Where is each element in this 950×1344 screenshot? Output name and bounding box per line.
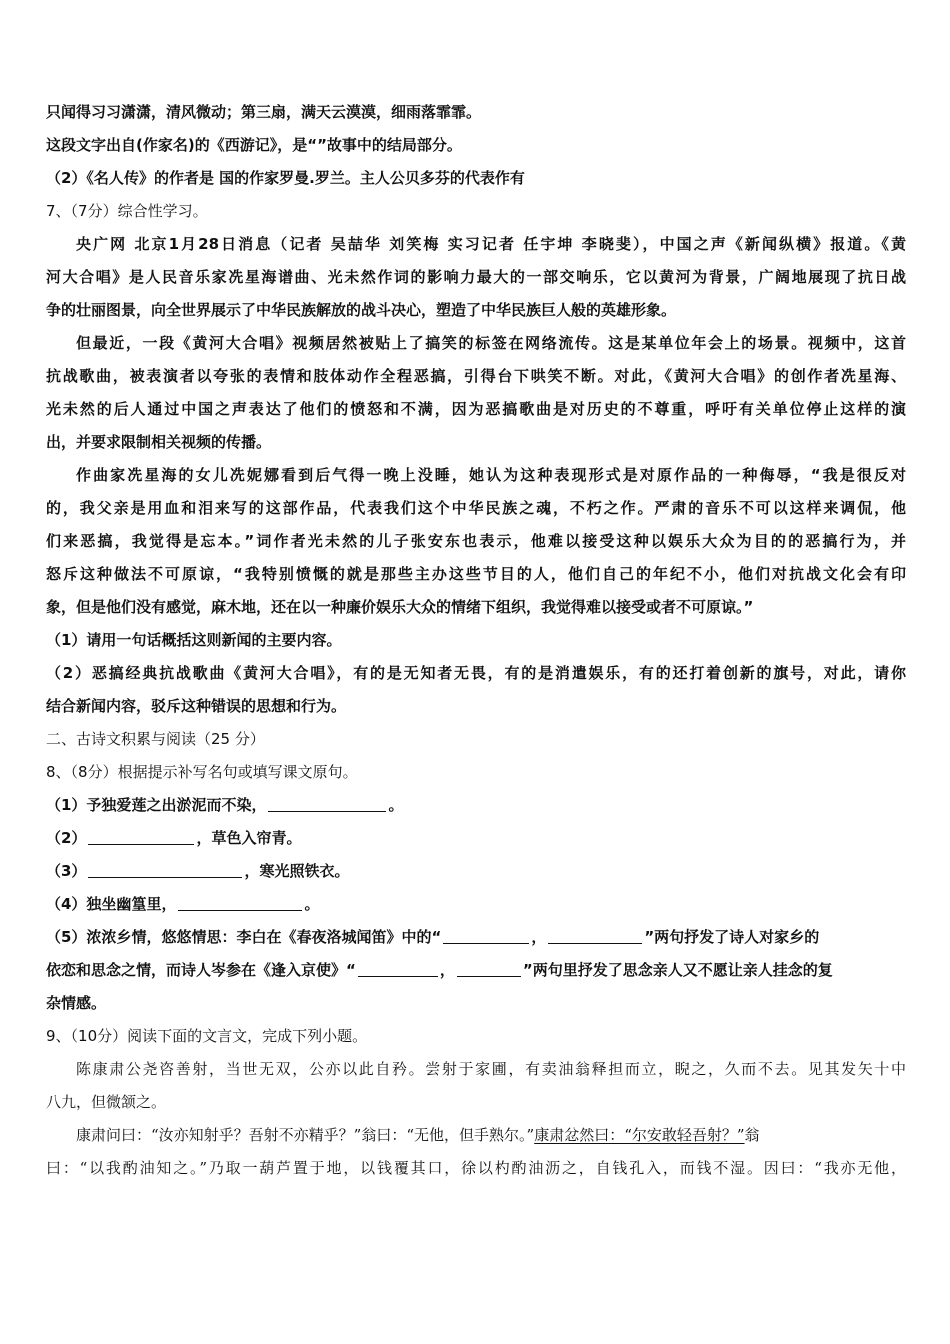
- q8-item-3: [46, 855, 906, 888]
- section-2-heading: 二、古诗文积累与阅读（25 分）: [46, 730, 265, 748]
- q9-title: 9、（10分）阅读下面的文言文，完成下列小题。: [46, 1027, 368, 1045]
- q8-item-4-suffix: 。: [304, 895, 320, 913]
- q8-item-5-text-c: ”两句抒发了诗人对家乡的: [644, 928, 820, 946]
- q8-item-5-text-a: （5）浓浓乡情，悠悠情思：李白在《春夜洛城闻笛》中的“: [46, 928, 442, 946]
- q7-para1-line-1: 央广网 北京1月28日消息（记者 吴喆华 刘笑梅 实习记者 任宇坤 李晓斐），中国之声《新闻纵横》报道。《黄: [76, 235, 906, 253]
- q8-item-3-suffix: ，寒光照铁衣。: [244, 862, 350, 880]
- q7-para2-line-2: 抗战歌曲，被表演者以夸张的表情和肢体动作全程恶搞，引得台下哄笑不断。对此，《黄河大合唱》的创作者冼星海、: [46, 367, 906, 385]
- q7-para3-line-5: 象，但是他们没有感觉，麻木地，还在以一种廉价娱乐大众的情绪下组织，我觉得难以接受或者不可原谅。”: [46, 598, 754, 616]
- q8-item-5-text-d: 依恋和思念之情，而诗人岑参在《逢入京使》“: [46, 961, 356, 979]
- q8-item-1-suffix: 。: [388, 796, 404, 814]
- q8-item-5-text-b: ，: [531, 928, 547, 946]
- q8-item-5-blank-3[interactable]: [358, 962, 438, 977]
- q9-passage-line-3-text: 康肃问曰：“汝亦知射乎？吾射不亦精乎？”翁曰：“无他，但手熟尔。”: [76, 1126, 535, 1144]
- q8-item-2-blank[interactable]: [88, 830, 194, 845]
- q8-item-5-line-1: [46, 921, 906, 954]
- q7-title: 7、（7分）综合性学习。: [46, 202, 208, 220]
- q8-item-4-blank[interactable]: [178, 896, 302, 911]
- q6-subquestion-2: （2）《名人传》的作者是 国的作家罗曼.罗兰。主人公贝多芬的代表作有: [46, 169, 525, 187]
- q7-para3-line-4: 怒斥这种做法不可原谅，“我特别愤慨的就是那些主办这些节目的人，他们自己的年纪不小，他们对抗战文化会有印: [46, 565, 906, 583]
- q8-item-5-text-e: ，: [439, 961, 455, 979]
- q8-item-4-prefix: （4）独坐幽篁里，: [46, 895, 177, 913]
- q9-passage-line-3: [46, 1119, 906, 1152]
- q8-item-4: [46, 888, 906, 921]
- q8-item-1: [46, 789, 906, 822]
- q8-item-1-prefix: （1）予独爱莲之出淤泥而不染，: [46, 796, 267, 814]
- q7-para3-line-3: 们来恶搞，我觉得是忘本。”词作者光未然的儿子张安东也表示，他难以接受这种以娱乐大众为目的的恶搞行为，并: [46, 532, 906, 550]
- q7-para1-line-3: 争的壮丽图景，向全世界展示了中华民族解放的战斗决心，塑造了中华民族巨人般的英雄形象。: [46, 301, 677, 319]
- q7-subquestion-1: （1）请用一句话概括这则新闻的主要内容。: [46, 631, 342, 649]
- q9-underlined-sentence: 康肃忿然曰：“尔安敢轻吾射？”: [534, 1126, 745, 1144]
- q8-item-5-blank-1[interactable]: [443, 929, 529, 944]
- q7-subquestion-2-line-1: （2）恶搞经典抗战歌曲《黄河大合唱》，有的是无知者无畏，有的是消遣娱乐，有的还打着创新的旗号，对此，请你: [46, 664, 906, 682]
- q7-para2-line-4: 出，并要求限制相关视频的传播。: [46, 433, 272, 451]
- q7-para2-line-3: 光未然的后人通过中国之声表达了他们的愤怒和不满，因为恶搞歌曲是对历史的不尊重，呼吁有关单位停止这样的演: [46, 400, 906, 418]
- q8-item-3-blank[interactable]: [88, 863, 242, 878]
- q8-item-3-prefix: （3）: [46, 862, 87, 880]
- q6-text-line-2: 这段文字出自(作家名)的《西游记》，是“”故事中的结局部分。: [46, 136, 462, 154]
- q8-item-1-blank[interactable]: [268, 797, 386, 812]
- q8-item-2: [46, 822, 906, 855]
- q8-item-5-blank-2[interactable]: [548, 929, 642, 944]
- q8-title: 8、（8分）根据提示补写名句或填写课文原句。: [46, 763, 358, 781]
- q9-passage-line-1: 陈康肃公尧咨善射，当世无双，公亦以此自矜。尝射于家圃，有卖油翁释担而立，睨之，久而不去。见其发矢十中: [76, 1060, 906, 1078]
- q9-passage-line-3-end: 翁: [744, 1126, 760, 1144]
- q7-subquestion-2-line-2: 结合新闻内容，驳斥这种错误的思想和行为。: [46, 697, 347, 715]
- q7-para3-line-1: 作曲家冼星海的女儿冼妮娜看到后气得一晚上没睡，她认为这种表现形式是对原作品的一种侮辱，“我是很反对: [76, 466, 906, 484]
- q8-item-5-blank-4[interactable]: [457, 962, 521, 977]
- q8-item-5-text-f: ”两句里抒发了思念亲人又不愿让亲人挂念的复: [522, 961, 833, 979]
- q8-item-5-line-2: [46, 954, 906, 987]
- q6-text-line-1: 只闻得习习潇潇，清风微动；第三扇，满天云漠漠，细雨落霏霏。: [46, 103, 482, 121]
- q7-para3-line-2: 的，我父亲是用血和泪来写的这部作品，代表我们这个中华民族之魂，不朽之作。严肃的音乐不可以这样来调侃，他: [46, 499, 906, 517]
- q8-item-5-line-3: 杂情感。: [46, 994, 107, 1012]
- q8-item-2-suffix: ，草色入帘青。: [196, 829, 302, 847]
- q9-passage-line-2: 八九，但微颔之。: [46, 1093, 167, 1111]
- q8-item-2-prefix: （2）: [46, 829, 87, 847]
- q9-passage-line-4: 曰：“以我酌油知之。”乃取一葫芦置于地，以钱覆其口，徐以杓酌油沥之，自钱孔入，而钱不湿。因曰：“我亦无他，: [46, 1159, 906, 1177]
- q7-para1-line-2: 河大合唱》是人民音乐家冼星海谱曲、光未然作词的影响力最大的一部交响乐，它以黄河为背景，广阔地展现了抗日战: [46, 268, 906, 286]
- q7-para2-line-1: 但最近，一段《黄河大合唱》视频居然被贴上了搞笑的标签在网络流传。这是某单位年会上的场景。视频中，这首: [76, 334, 906, 352]
